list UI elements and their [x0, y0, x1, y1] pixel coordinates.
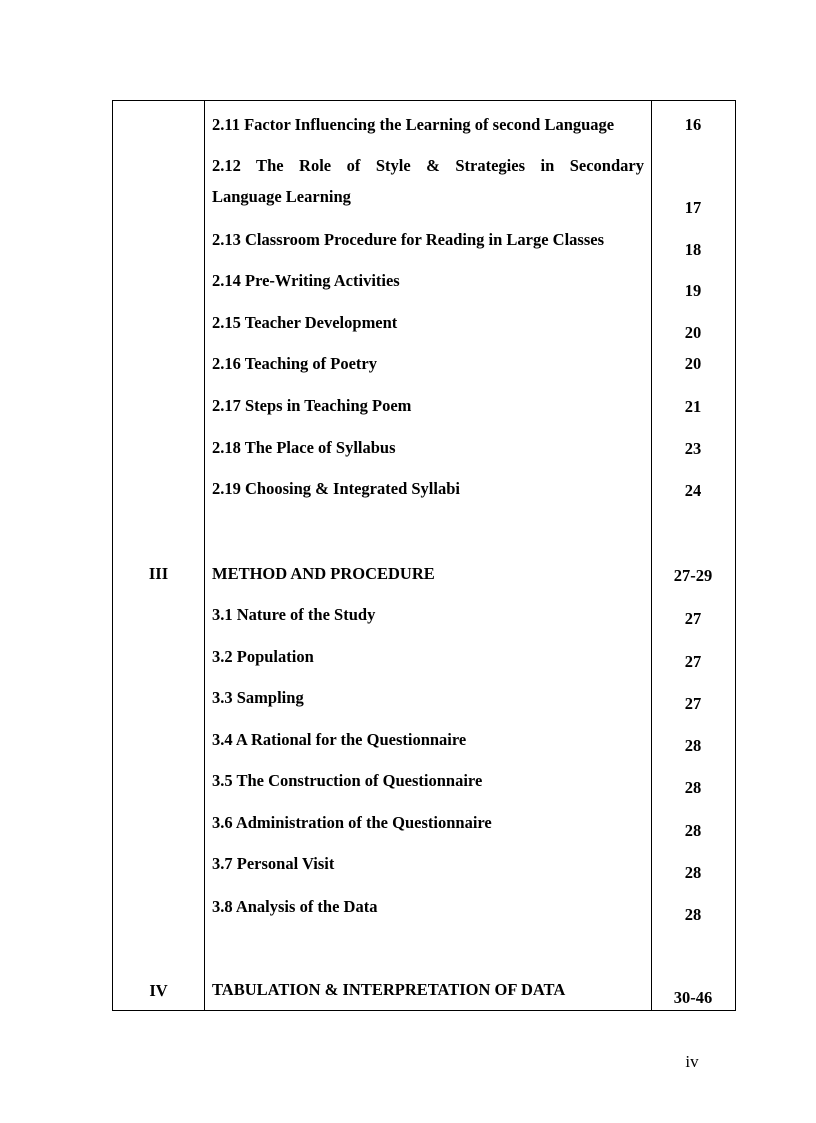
- toc-entry-page: 16: [684, 115, 702, 134]
- toc-entry-page: 27-29: [673, 566, 713, 585]
- toc-entry-title: 3.8 Analysis of the Data: [212, 897, 378, 916]
- toc-chapter-title: TABULATION & INTERPRETATION OF DATA: [212, 980, 566, 999]
- toc-entry-page: 20: [684, 323, 702, 342]
- toc-chapter-title: METHOD AND PROCEDURE: [212, 564, 435, 583]
- toc-entry-page: 28: [684, 821, 702, 840]
- toc-entry-title: 2.16 Teaching of Poetry: [212, 354, 377, 373]
- toc-entry-page: 19: [684, 281, 702, 300]
- toc-entry-page: 28: [684, 905, 702, 924]
- toc-entry-page: 27: [684, 609, 702, 628]
- toc-chapter-number: III: [148, 564, 169, 583]
- toc-entry-title: 2.15 Teacher Development: [212, 313, 398, 332]
- toc-entry-page: 24: [684, 481, 702, 500]
- page-number: iv: [685, 1052, 699, 1071]
- column-divider-chapter: [204, 101, 205, 1010]
- toc-entry-title: 3.1 Nature of the Study: [212, 605, 376, 624]
- toc-entry-page: 18: [684, 240, 702, 259]
- toc-entry-title: 3.4 A Rational for the Questionnaire: [212, 730, 467, 749]
- toc-entry-page: 17: [684, 198, 702, 217]
- toc-entry-title: 2.17 Steps in Teaching Poem: [212, 396, 412, 415]
- toc-entry-title: 3.2 Population: [212, 647, 314, 666]
- toc-entry-title: 2.13 Classroom Procedure for Reading in Large Classes: [212, 230, 605, 249]
- toc-entry-page: 28: [684, 736, 702, 755]
- toc-entry-title: 2.12 The Role of Style & Strategies in Secondary: [212, 156, 644, 175]
- toc-entry-title-continued: Language Learning: [212, 187, 351, 206]
- toc-entry-page: 23: [684, 439, 702, 458]
- toc-entry-page: 28: [684, 778, 702, 797]
- toc-entry-page: 21: [684, 397, 702, 416]
- toc-entry-title: 2.14 Pre-Writing Activities: [212, 271, 400, 290]
- toc-entry-page: 27: [684, 694, 702, 713]
- toc-entry-title: 2.19 Choosing & Integrated Syllabi: [212, 479, 460, 498]
- toc-entry-page: 30-46: [673, 988, 713, 1007]
- toc-entry-title: 2.18 The Place of Syllabus: [212, 438, 396, 457]
- toc-chapter-number: IV: [149, 981, 168, 1000]
- toc-entry-title: 3.3 Sampling: [212, 688, 304, 707]
- toc-entry-title: 3.7 Personal Visit: [212, 854, 335, 873]
- toc-entry-title: 3.5 The Construction of Questionnaire: [212, 771, 483, 790]
- toc-entry-title: 2.11 Factor Influencing the Learning of second Language: [212, 115, 615, 134]
- toc-entry-page: 28: [684, 863, 702, 882]
- toc-entry-title: 3.6 Administration of the Questionnaire: [212, 813, 492, 832]
- toc-table: [112, 100, 736, 1011]
- toc-entry-page: 27: [684, 652, 702, 671]
- toc-entry-page: 20: [684, 354, 702, 373]
